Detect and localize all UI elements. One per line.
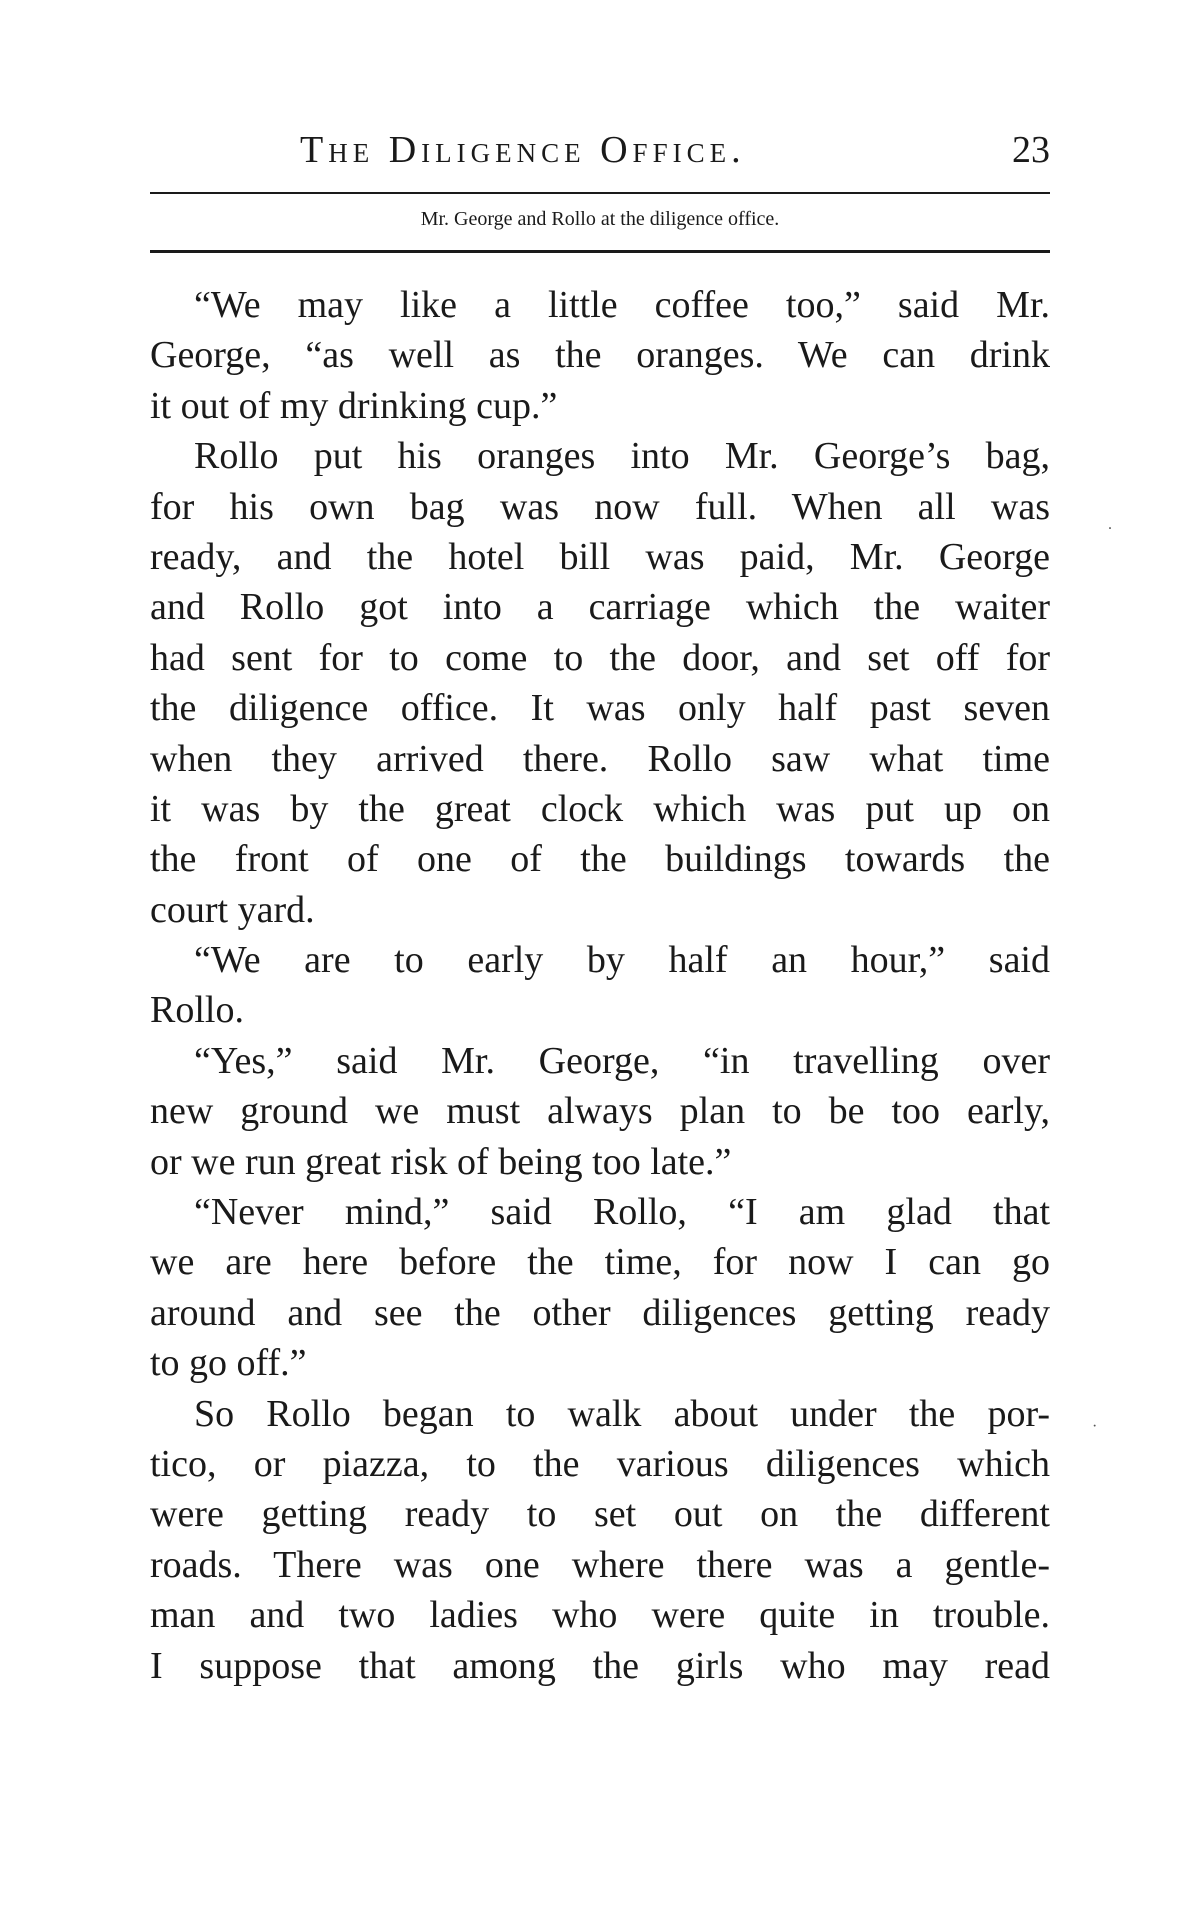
text-line: the front of one of the buildings towards the — [150, 838, 1050, 881]
text-line: ready, and the hotel bill was paid, Mr. George — [150, 535, 1050, 578]
text-line: Rollo put his oranges into Mr. George’s bag, — [194, 435, 1050, 478]
header-rule-bottom — [150, 250, 1050, 253]
text-line: to go off.” — [150, 1342, 307, 1385]
page-number: 23 — [1012, 129, 1050, 171]
text-line: “Never mind,” said Rollo, “I am glad that — [194, 1191, 1050, 1234]
running-head — [150, 128, 1050, 178]
text-line: tico, or piazza, to the various diligences which — [150, 1442, 1050, 1485]
chapter-title: The Diligence Office. — [300, 129, 746, 171]
text-line: So Rollo began to walk about under the por- — [194, 1392, 1050, 1435]
text-line: when they arrived there. Rollo saw what time — [150, 737, 1050, 780]
margin-speck: . — [1108, 516, 1112, 533]
text-line: roads. There was one where there was a gentle- — [150, 1543, 1050, 1586]
text-line: we are here before the time, for now I can go — [150, 1241, 1050, 1284]
text-line: court yard. — [150, 888, 315, 931]
text-line: new ground we must always plan to be too early, — [150, 1090, 1050, 1133]
text-line: it was by the great clock which was put up on — [150, 787, 1050, 830]
text-line: George, “as well as the oranges. We can drink — [150, 334, 1050, 377]
text-line: “We are to early by half an hour,” said — [194, 939, 1050, 982]
margin-speck: · — [1092, 1418, 1098, 1435]
header-rule-top — [150, 192, 1050, 194]
text-line: had sent for to come to the door, and set off for — [150, 636, 1050, 679]
text-line: Rollo. — [150, 989, 244, 1032]
text-line: it out of my drinking cup.” — [150, 384, 558, 427]
text-line: or we run great risk of being too late.” — [150, 1140, 732, 1183]
body-text — [150, 280, 1050, 1691]
text-line: for his own bag was now full. When all was — [150, 485, 1050, 528]
text-line: I suppose that among the girls who may read — [150, 1644, 1050, 1687]
text-line: man and two ladies who were quite in trouble. — [150, 1594, 1050, 1637]
text-line: “Yes,” said Mr. George, “in travelling over — [194, 1039, 1050, 1082]
text-line: and Rollo got into a carriage which the waiter — [150, 586, 1050, 629]
text-line: “We may like a little coffee too,” said Mr. — [194, 284, 1050, 326]
text-line: were getting ready to set out on the different — [150, 1493, 1050, 1536]
text-line: around and see the other diligences getting ready — [150, 1291, 1050, 1334]
section-subheading: Mr. George and Rollo at the diligence office. — [420, 208, 780, 230]
text-line: the diligence office. It was only half past seven — [150, 687, 1050, 730]
